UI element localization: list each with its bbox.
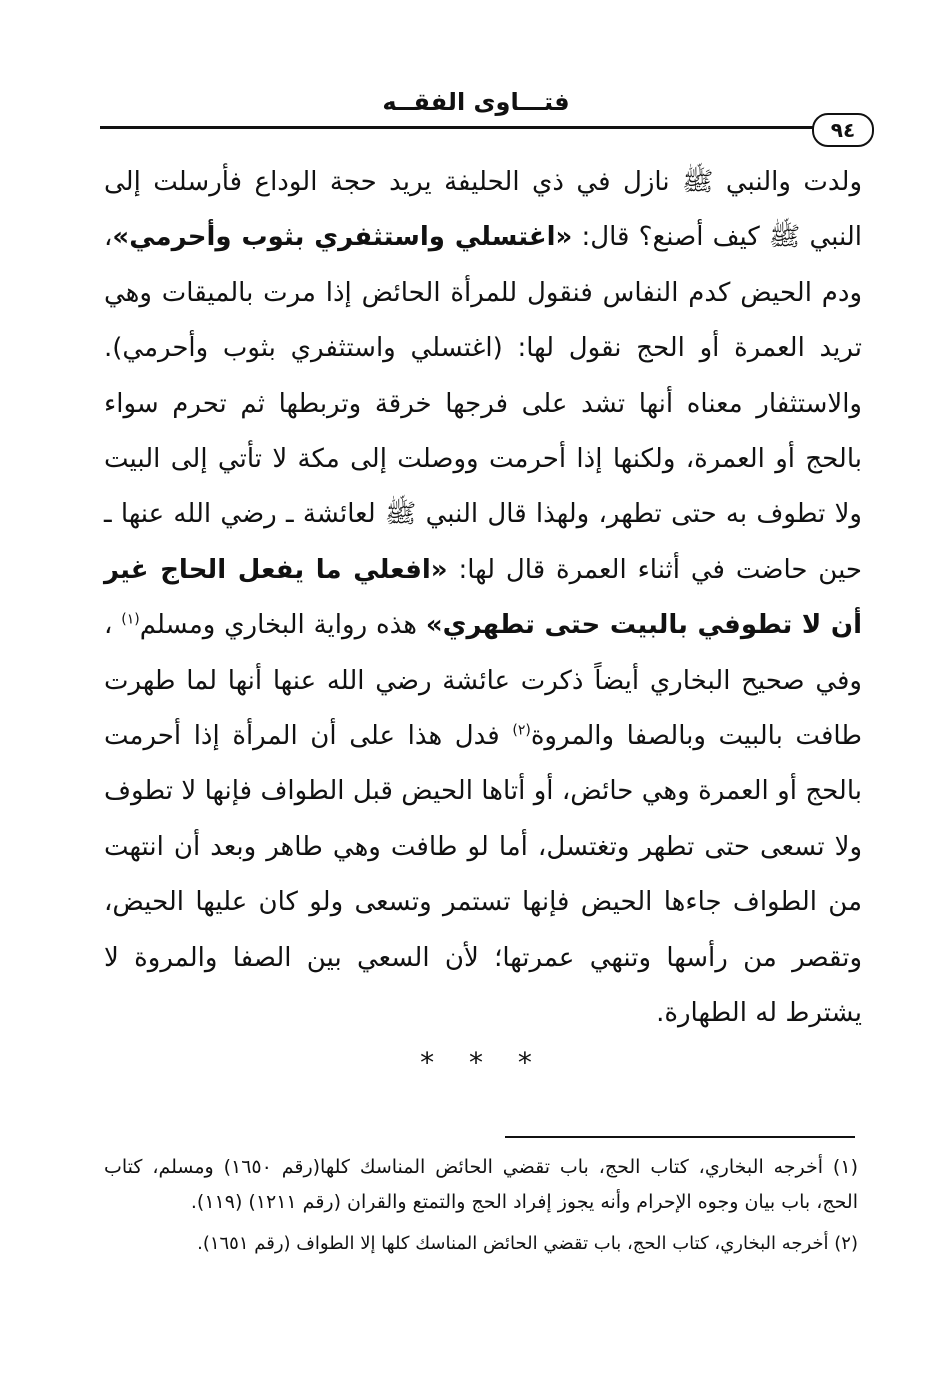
footnote-reference: (٢) — [512, 722, 531, 739]
footnote: (١) أخرجه البخاري، كتاب الحج، باب تقضي الحائض المناسك كلها(رقم ١٦٥٠) ومسلم، كتاب الحج، باب بيان وجوه الإحرام وأنه يجوز إفراد الحج والتمتع والقران (رقم ١٢١١) (١١٩). — [104, 1156, 858, 1213]
body-text-segment: هذه رواية البخاري ومسلم — [139, 610, 426, 641]
main-text — [104, 155, 862, 1042]
body-text-segment: فدل هذا على أن المرأة إذا أحرمت بالحج أو العمرة وهي حائض، أو أتاها الحيض قبل الطواف فإنها لا تطوف ولا تسعى حتى تطهر وتغتسل، أما لو طافت وهي طاهر وبعد أن انتهت من الطواف جاءها الحيض فإنها تستمر وتسعى ولو كان عليها الحيض، وتقصر من رأسها وتنهي عمرتها؛ لأن السعي بين الصفا والمروة لا يشترط له الطهارة. — [104, 721, 862, 1029]
body-text-segment: ، وفي صحيح البخاري أيضاً ذكرت عائشة رضي الله عنها أنها لما طهرت طافت بالبيت وبالصفا والمروة — [104, 610, 862, 752]
footnote: (٢) أخرجه البخاري، كتاب الحج، باب تقضي الحائض المناسك كلها إلا الطواف (رقم ١٦٥١). — [197, 1233, 858, 1254]
footnote-reference: (١) — [121, 611, 140, 628]
page-number: ٩٤ — [812, 113, 874, 147]
hadith-quote: «افعلي ما يفعل الحاج غير أن لا تطوفي بالبيت حتى تطهري» — [104, 554, 862, 641]
body-text-segment: ، ودم الحيض كدم النفاس فنقول للمرأة الحائض إذا مرت بالميقات وهي تريد العمرة أو الحج نقول لها: (اغتسلي واستثفري بثوب وأحرمي). والاستثفار معناه أنها تشد على فرجها خرقة وتربطها ثم تحرم سواء بالحج أو العمرة، ولكنها إذا أحرمت ووصلت إلى مكة لا تأتي إلى البيت ولا تطوف به حتى تطهر، ولهذا قال النبي ﷺ لعائشة ـ رضي الله عنها ـ حين حاضت في أثناء العمرة قال لها: — [104, 222, 863, 585]
footnote-rule — [505, 1136, 855, 1138]
body-text-segment: ولدت والنبي ﷺ نازل في ذي الحليفة يريد حجة الوداع فأرسلت إلى النبي ﷺ كيف أصنع؟ قال: — [104, 167, 862, 253]
hadith-quote: «اغتسلي واستثفري بثوب وأحرمي» — [112, 222, 573, 253]
section-separator: * * * — [420, 1046, 532, 1079]
running-header-title: فتـــاوى الفقــه — [382, 88, 570, 116]
footnotes — [104, 1150, 858, 1261]
header-rule — [100, 126, 870, 129]
